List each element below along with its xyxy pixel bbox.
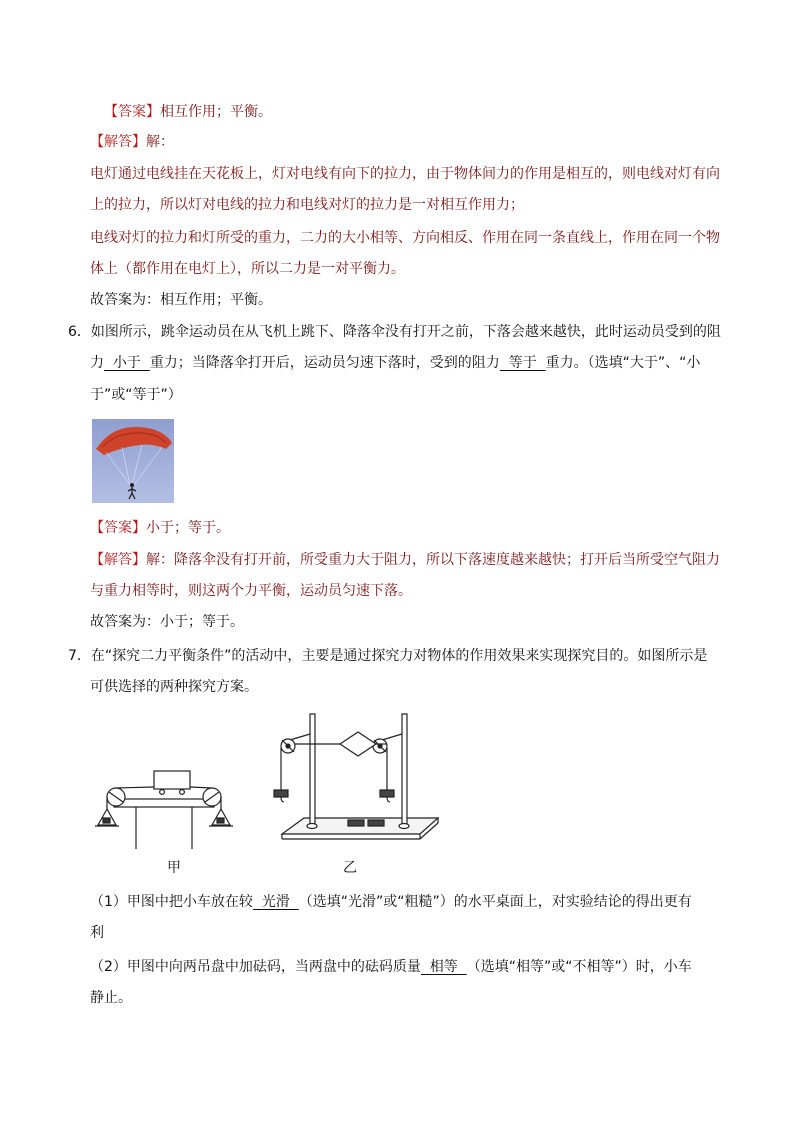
answer-text: 相互作用；平衡。 — [160, 104, 272, 120]
q5-analysis-line — [90, 132, 174, 152]
q6-blank-2: 等于 — [499, 355, 546, 371]
q7-sub1-part-b: （选填“光滑”或“粗糙”）的水平桌面上，对实验结论的得出更有 — [298, 894, 692, 910]
q7-line2: 可供选择的两种探究方案。 — [90, 679, 258, 695]
figure-jia-cart-apparatus — [92, 745, 270, 855]
q6-blank-1: 小于 — [104, 355, 150, 371]
q7-sub1-part-a: （1）甲图中把小车放在较 — [90, 894, 253, 910]
q6-stem-part-a: 力 — [90, 355, 104, 371]
q7-sub1-blank: 光滑 — [252, 894, 299, 910]
figure-yi-card-apparatus — [268, 708, 444, 840]
q7-sub2-line2: 静止。 — [90, 990, 132, 1006]
question-number: 7． — [68, 648, 91, 664]
q6-analysis-line1 — [90, 550, 720, 570]
q7-sub2-part-a: （2）甲图中向两吊盘中加砝码，当两盘中的砝码质量 — [90, 959, 421, 975]
q7-sub1-line2: 利 — [90, 925, 104, 941]
analysis-lead: 解： — [146, 134, 174, 150]
q7-sub2-blank: 相等 — [420, 959, 467, 975]
q7-line1 — [68, 646, 707, 666]
q7-sub2-line1 — [90, 957, 692, 977]
q5-answer-line — [104, 102, 272, 122]
q7-sub1-line1 — [90, 892, 692, 912]
q7-stem-line1: 在“探究二力平衡条件”的活动中，主要是通过探究力对物体的作用效果来实现探究目的。如图所示是 — [90, 648, 708, 664]
q6-stem-part-b: 重力；当降落伞打开后，运动员匀速下落时，受到的阻力 — [149, 355, 500, 371]
figure-label-jia: 甲 — [167, 860, 181, 876]
q5-conclusion: 故答案为：相互作用；平衡。 — [90, 292, 272, 308]
q6-analysis-line2: 与重力相等时，则这两个力平衡，运动员匀速下落。 — [90, 583, 412, 599]
answer-tag: 【答案】 — [104, 104, 160, 120]
q6-line2 — [90, 353, 700, 373]
answer-text: 小于；等于。 — [146, 520, 230, 536]
q5-para2-line1: 电线对灯的拉力和灯所受的重力，二力的大小相等、方向相反、作用在同一条直线上，作用在同一个物 — [90, 230, 720, 246]
analysis-tag: 【解答】 — [90, 552, 146, 568]
q6-answer-line — [90, 518, 230, 538]
figure-label-yi: 乙 — [343, 860, 357, 876]
q5-para1-line2: 上的拉力，所以灯对电线的拉力和电线对灯的拉力是一对相互作用力； — [90, 197, 524, 213]
q6-line3: 于”或“等于”） — [90, 387, 182, 403]
q6-conclusion: 故答案为：小于；等于。 — [90, 614, 244, 630]
q5-para1-line1: 电灯通过电线挂在天花板上，灯对电线有向下的拉力，由于物体间力的作用是相互的，则电线对灯有向 — [90, 166, 720, 182]
q6-stem-part-c: 重力。（选填“大于”、“小 — [545, 355, 701, 371]
q5-para2-line2: 体上（都作用在电灯上），所以二力是一对平衡力。 — [90, 261, 405, 277]
parachute-image — [92, 419, 174, 503]
q7-sub2-part-b: （选填“相等”或“不相等”）时，小车 — [466, 959, 692, 975]
analysis-text: 解：降落伞没有打开前，所受重力大于阻力，所以下落速度越来越快；打开后当所受空气阻力 — [146, 552, 720, 568]
q6-line1 — [68, 322, 721, 342]
question-number: 6． — [68, 324, 91, 340]
analysis-tag: 【解答】 — [90, 134, 146, 150]
q6-stem-line1: 如图所示，跳伞运动员在从飞机上跳下、降落伞没有打开之前，下落会越来越快，此时运动员受到的阻 — [90, 324, 721, 340]
answer-tag: 【答案】 — [90, 520, 146, 536]
